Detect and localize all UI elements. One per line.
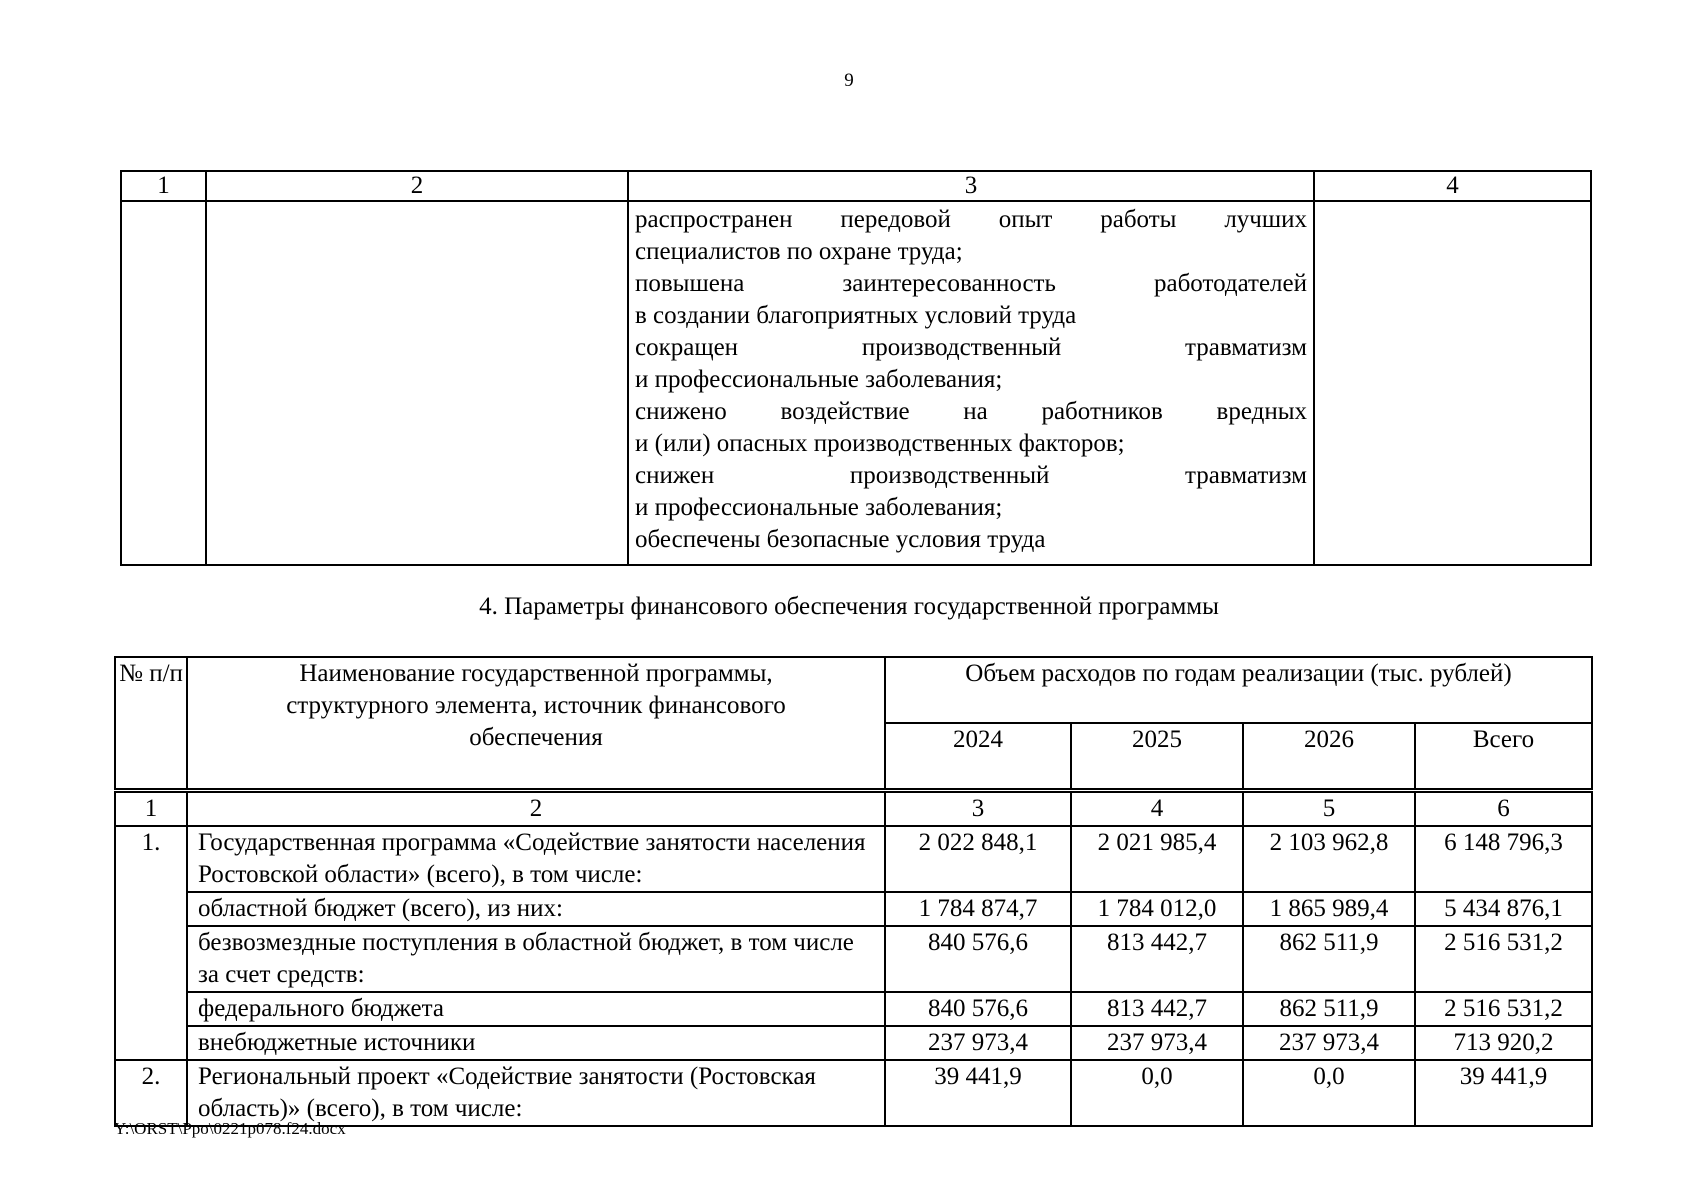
header-year-2026: 2026 bbox=[1243, 723, 1415, 791]
result-text-line: и профессиональные заболевания; bbox=[635, 494, 1003, 521]
value-2026: 1 865 989,4 bbox=[1243, 892, 1415, 926]
table-row bbox=[115, 992, 1592, 1026]
page-number: 9 bbox=[844, 70, 854, 91]
expected-results-cell bbox=[628, 201, 1314, 565]
value-2024: 840 576,6 bbox=[885, 992, 1071, 1026]
header-volume: Объем расходов по годам реализации (тыс. рублей) bbox=[885, 657, 1592, 723]
value-2025: 237 973,4 bbox=[1071, 1026, 1243, 1060]
header-num: № п/п bbox=[115, 657, 187, 791]
row-number: 2. bbox=[115, 1060, 187, 1126]
empty-cell-4 bbox=[1314, 201, 1591, 565]
result-text-line: снижено воздействие на работников вредных bbox=[635, 398, 1307, 425]
column-number: 4 bbox=[1071, 791, 1243, 827]
value-total: 2 516 531,2 bbox=[1415, 926, 1592, 992]
result-text-line: и (или) опасных производственных факторов; bbox=[635, 430, 1125, 457]
continuation-content-row bbox=[121, 201, 1591, 565]
value-total: 2 516 531,2 bbox=[1415, 992, 1592, 1026]
empty-cell-1 bbox=[121, 201, 206, 565]
row-name: федерального бюджета bbox=[187, 992, 885, 1026]
value-2025: 0,0 bbox=[1071, 1060, 1243, 1126]
column-number: 6 bbox=[1415, 791, 1592, 827]
table-row bbox=[115, 926, 1592, 992]
table-row bbox=[115, 826, 1592, 892]
col-header-1: 1 bbox=[121, 171, 206, 201]
value-2024: 840 576,6 bbox=[885, 926, 1071, 992]
financing-table bbox=[114, 656, 1593, 1127]
empty-cell-2 bbox=[206, 201, 628, 565]
column-numbers-row bbox=[115, 791, 1592, 827]
row-name: безвозмездные поступления в областной бюджет, в том числе за счет средств: bbox=[187, 926, 885, 992]
value-2026: 862 511,9 bbox=[1243, 926, 1415, 992]
result-text-line: обеспечены безопасные условия труда bbox=[635, 526, 1046, 553]
column-number: 5 bbox=[1243, 791, 1415, 827]
result-text-line: в создании благоприятных условий труда bbox=[635, 302, 1077, 329]
col-header-4: 4 bbox=[1314, 171, 1591, 201]
row-name: Региональный проект «Содействие занятости (Ростовская область)» (всего), в том числе: bbox=[187, 1060, 885, 1126]
column-number: 3 bbox=[885, 791, 1071, 827]
row-number: 1. bbox=[115, 826, 187, 1060]
col-header-2: 2 bbox=[206, 171, 628, 201]
row-name: Государственная программа «Содействие занятости населения Ростовской области» (всего), в том числе: bbox=[187, 826, 885, 892]
value-total: 39 441,9 bbox=[1415, 1060, 1592, 1126]
value-2026: 237 973,4 bbox=[1243, 1026, 1415, 1060]
continuation-header-row bbox=[121, 171, 1591, 201]
row-name: областной бюджет (всего), из них: bbox=[187, 892, 885, 926]
header-year-2025: 2025 bbox=[1071, 723, 1243, 791]
value-2025: 2 021 985,4 bbox=[1071, 826, 1243, 892]
continuation-table bbox=[120, 170, 1592, 566]
result-text-line: и профессиональные заболевания; bbox=[635, 366, 1003, 393]
value-2025: 1 784 012,0 bbox=[1071, 892, 1243, 926]
result-text-line: снижен производственный травматизм bbox=[635, 462, 1307, 489]
file-path-footer: Y:\ORST\Ppo\0221p078.f24.docx bbox=[114, 1119, 346, 1138]
table-row bbox=[115, 1060, 1592, 1126]
header-year-2024: 2024 bbox=[885, 723, 1071, 791]
result-text-line: повышена заинтересованность работодателей bbox=[635, 270, 1307, 297]
value-2025: 813 442,7 bbox=[1071, 926, 1243, 992]
result-text-line: специалистов по охране труда; bbox=[635, 238, 963, 265]
header-name: Наименование государственной программы, структурного элемента, источник финансового обеспечения bbox=[187, 657, 885, 791]
col-header-3: 3 bbox=[628, 171, 1314, 201]
value-total: 5 434 876,1 bbox=[1415, 892, 1592, 926]
value-2024: 2 022 848,1 bbox=[885, 826, 1071, 892]
value-total: 713 920,2 bbox=[1415, 1026, 1592, 1060]
column-number: 2 bbox=[187, 791, 885, 827]
header-total: Всего bbox=[1415, 723, 1592, 791]
row-name: внебюджетные источники bbox=[187, 1026, 885, 1060]
value-total: 6 148 796,3 bbox=[1415, 826, 1592, 892]
value-2025: 813 442,7 bbox=[1071, 992, 1243, 1026]
table-row bbox=[115, 892, 1592, 926]
value-2026: 862 511,9 bbox=[1243, 992, 1415, 1026]
value-2024: 39 441,9 bbox=[885, 1060, 1071, 1126]
value-2024: 237 973,4 bbox=[885, 1026, 1071, 1060]
table-row bbox=[115, 1026, 1592, 1060]
result-text-line: распространен передовой опыт работы лучших bbox=[635, 206, 1307, 233]
header-row-1 bbox=[115, 657, 1592, 723]
value-2024: 1 784 874,7 bbox=[885, 892, 1071, 926]
section-title: 4. Параметры финансового обеспечения государственной программы bbox=[479, 593, 1219, 620]
result-text-line: сокращен производственный травматизм bbox=[635, 334, 1307, 361]
value-2026: 0,0 bbox=[1243, 1060, 1415, 1126]
value-2026: 2 103 962,8 bbox=[1243, 826, 1415, 892]
column-number: 1 bbox=[115, 791, 187, 827]
